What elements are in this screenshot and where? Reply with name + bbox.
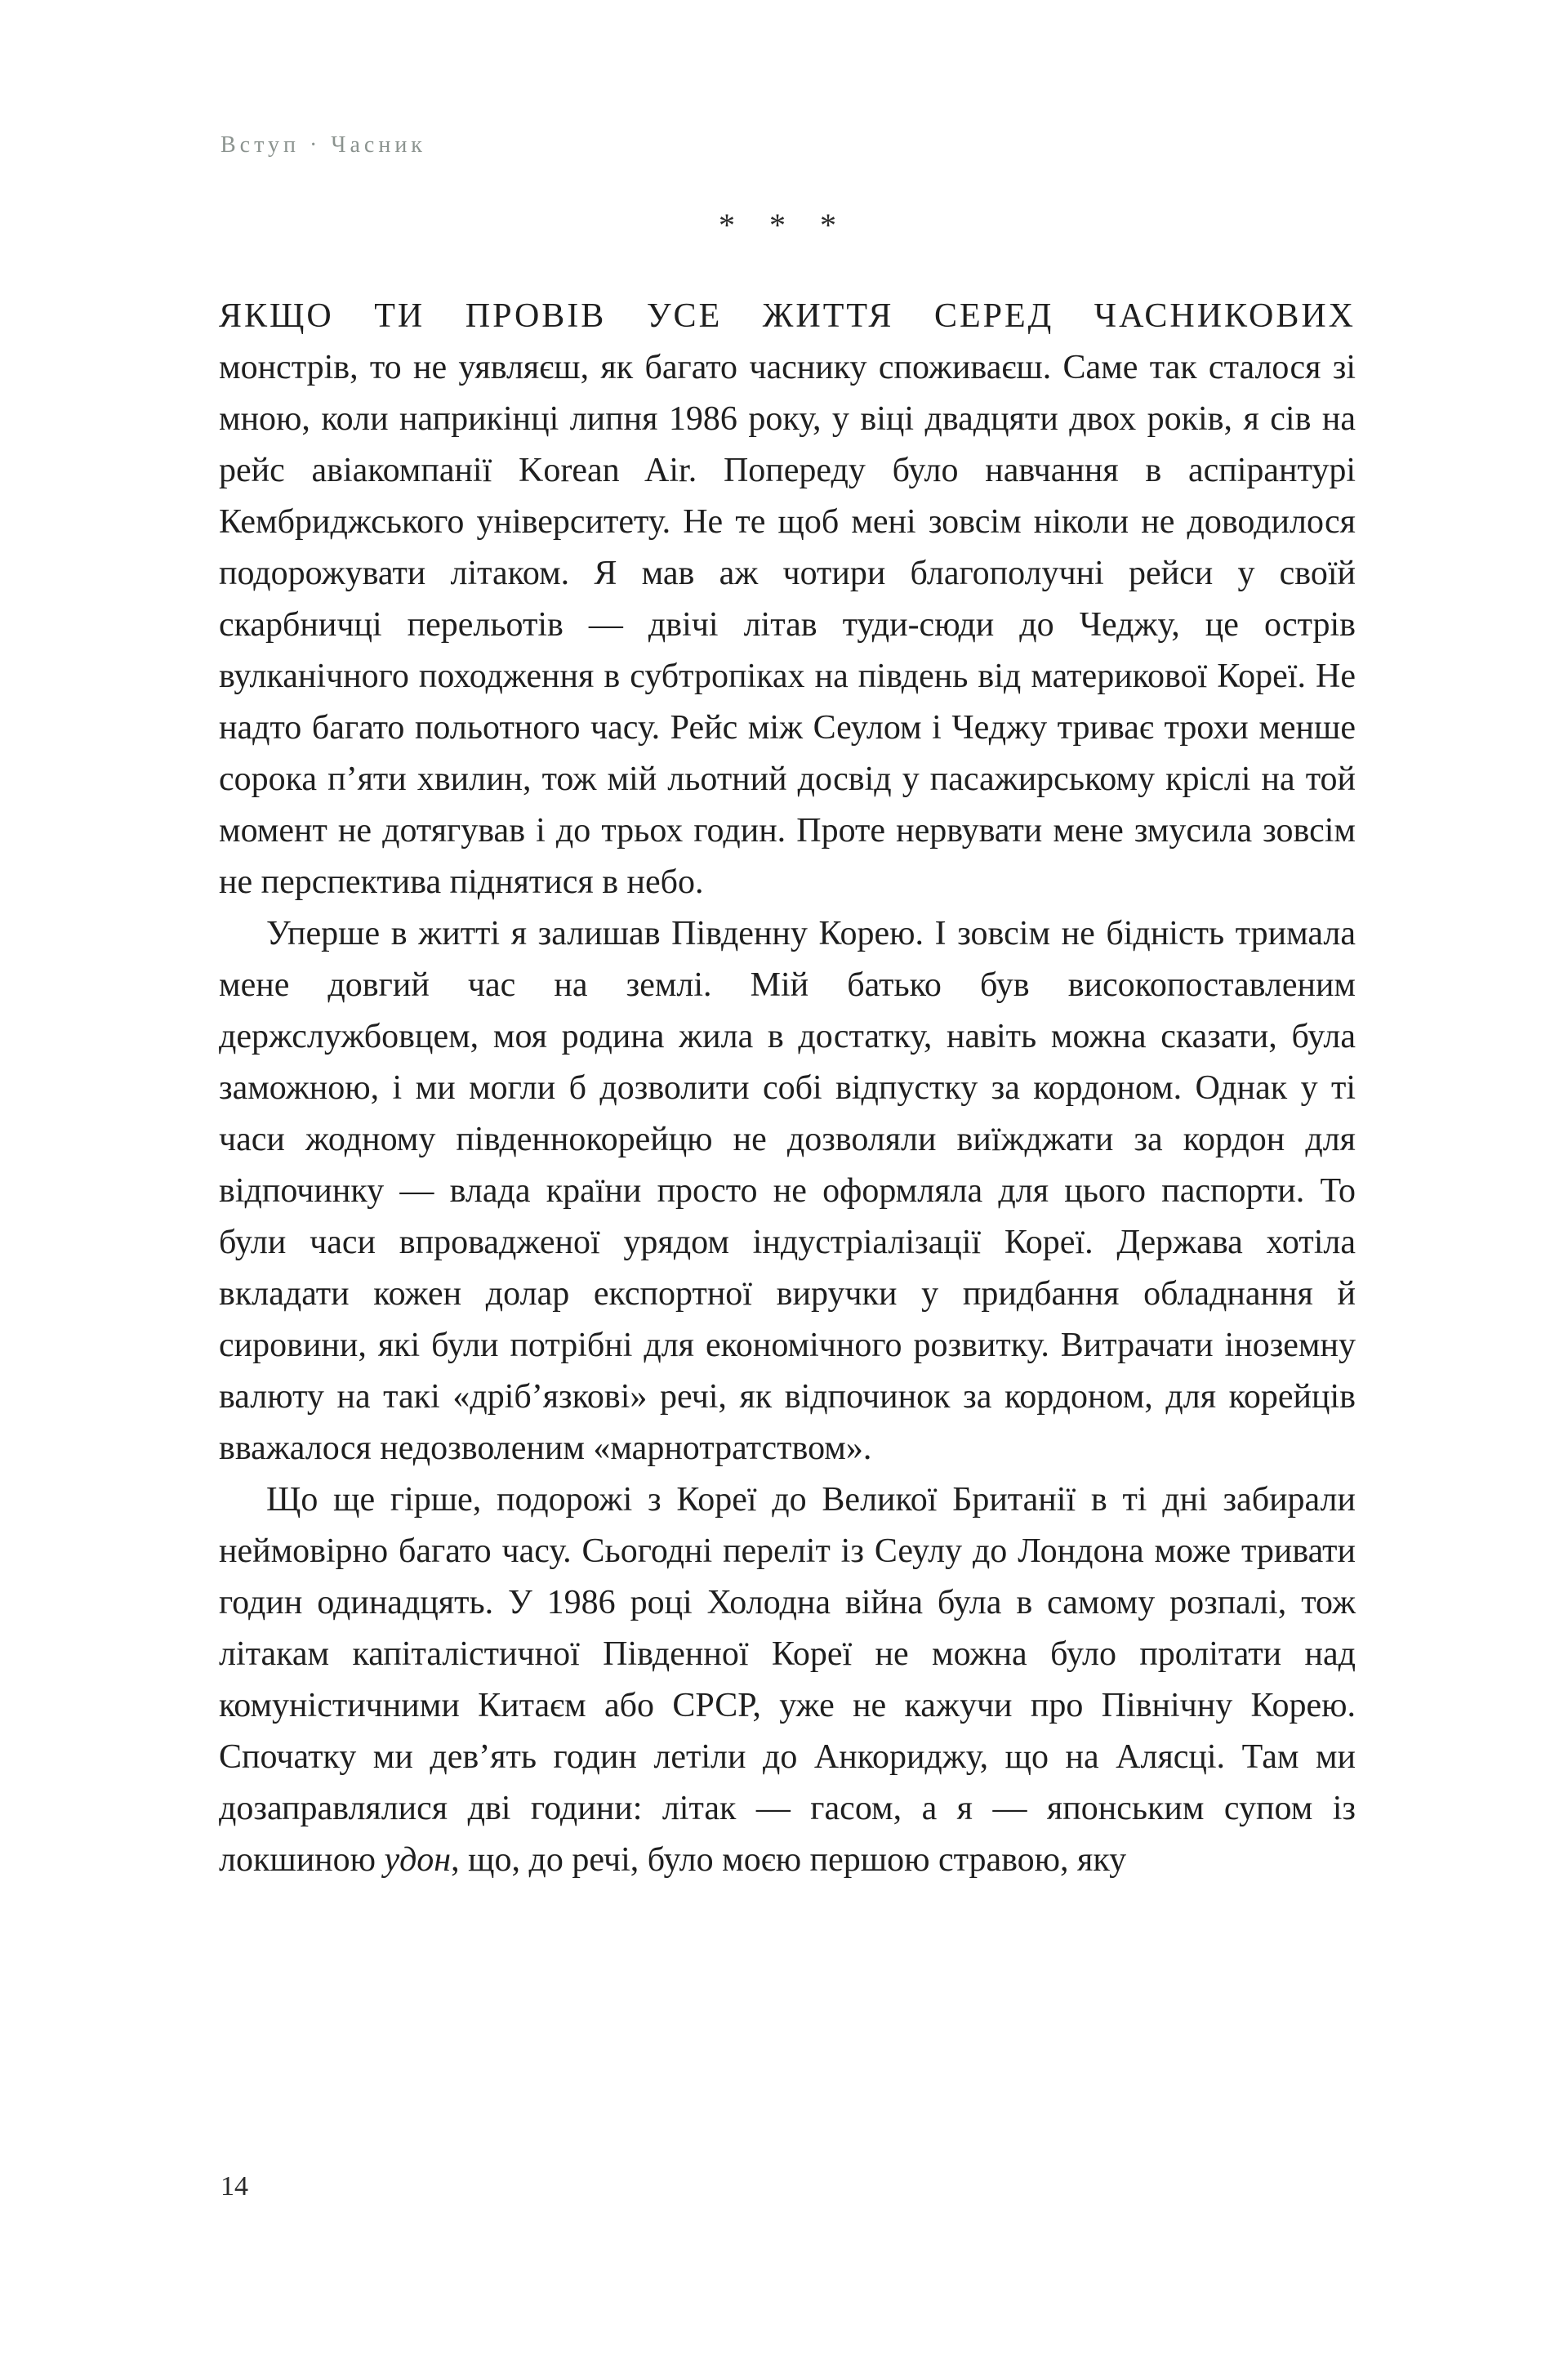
page-number: 14 [220,2171,248,2201]
body-text [219,291,1356,1886]
paragraph-3-text: Що ще гірше, подорожі з Кореї до Великої Британії в ті дні забирали неймовірно багато часу. Сьогодні переліт із Сеулу до Лондона може тривати годин одинадцять. У 1986 році Холодна війна була в самому розпалі, тож літакам капіталістичної Південної Кореї не можна було пролітати над комуністичними Китаєм або СРСР, уже не кажучи про Північну Корею. Спочатку ми дев’ять годин летіли до Анкориджу, що на Алясці. Там ми дозаправлялися дві години: літак — гасом, а я — японським супом із локшиною [219,1481,1356,1879]
running-header: Вступ · Часник [220,132,426,158]
paragraph-3 [219,1474,1356,1886]
paragraph-3-text-after: , що, до речі, було моєю першою стравою, яку [451,1841,1127,1879]
paragraph-2: Уперше в житті я залишав Південну Корею. І зовсім не бідність тримала мене довгий час на землі. Мій батько був високопоставленим держслужбовцем, моя родина жила в достатку, навіть можна сказати, була заможною, і ми могли б дозволити собі відпустку за кордоном. Однак у ті часи жодному південнокорейцю не дозволяли виїжджати за кордон для відпочинку — влада країни просто не оформляла для цього паспорти. То були часи впровадженої урядом індустріалізації Кореї. Держава хотіла вкладати кожен долар експортної виручки у придбання обладнання й сировини, які були потрібні для економічного розвитку. Витрачати іноземну валюту на такі «дріб’язкові» речі, як відпочинок за кордоном, для корейців вважалося недозволеним «марнотратством». [219,915,1356,1467]
italic-term: удон [384,1841,452,1879]
paragraph-1: ЯКЩО ТИ ПРОВІВ УСЕ ЖИТТЯ СЕРЕД ЧАСНИКОВИХ монстрів, то не уявляєш, як багато часнику споживаєш. Саме так сталося зі мною, коли наприкінці липня 1986 року, у віці двадцяти двох років, я сів на рейс авіакомпанії Korean Air. Попереду було навчання в аспірантурі Кембриджського університету. Не те щоб мені зовсім ніколи не доводилося подорожувати літаком. Я мав аж чотири благополучні рейси у своїй скарбничці перельотів — двічі літав туди-сюди до Чеджу, це острів вулканічного походження в субтропіках на південь від материкової Кореї. Не надто багато польотного часу. Рейс між Сеулом і Чеджу триває трохи менше сорока п’яти хвилин, тож мій льотний досвід у пасажирському кріслі на той момент не дотягував і до трьох годин. Проте нервувати мене змусила зовсім не перспектива піднятися в небо. [219,297,1356,901]
section-separator: * * * [719,207,849,243]
